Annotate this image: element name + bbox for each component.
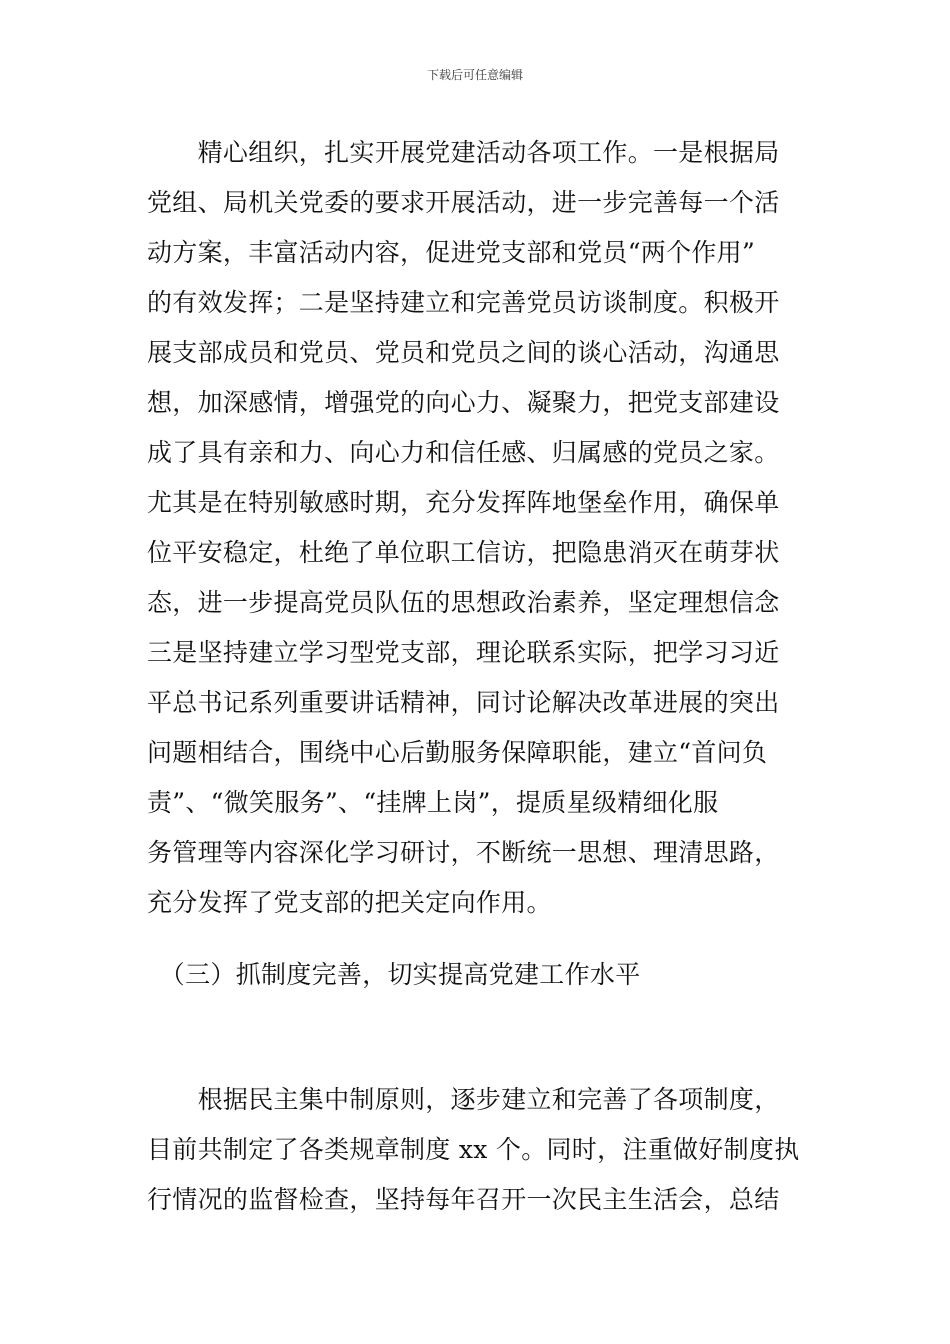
- paragraph-line: 位平安稳定，杜绝了单位职工信访，把隐患消灭在萌芽状: [147, 538, 780, 567]
- paragraph-line: 的有效发挥；二是坚持建立和完善党员访谈制度。积极开: [147, 288, 780, 317]
- paragraph-line: 行情况的监督检查，坚持每年召开一次民主生活会，总结: [147, 1185, 780, 1214]
- paragraph-line: 动方案，丰富活动内容，促进党支部和党员“两个作用”: [147, 238, 756, 267]
- paragraph-line: 成了具有亲和力、向心力和信任感、归属感的党员之家。: [147, 438, 780, 467]
- paragraph-line: 想，加深感情，增强党的向心力、凝聚力，把党支部建设: [147, 388, 780, 417]
- paragraph-line: 尤其是在特别敏感时期，充分发挥阵地堡垒作用，确保单: [147, 488, 780, 517]
- paragraph-line: 充分发挥了党支部的把关定向作用。: [147, 888, 552, 917]
- paragraph-line: 问题相结合，围绕中心后勤服务保障职能，建立“首问负: [147, 738, 768, 767]
- paragraph-line: 目前共制定了各类规章制度 xx 个。同时，注重做好制度执: [147, 1135, 800, 1164]
- paragraph-line: 三是坚持建立学习型党支部，理论联系实际，把学习习近: [147, 638, 780, 667]
- paragraph-line: 责”、“微笑服务”、“挂牌上岗”，提质星级精细化服: [147, 788, 719, 817]
- paragraph-line: 精心组织，扎实开展党建活动各项工作。一是根据局: [147, 138, 780, 167]
- paragraph-line: 态，进一步提高党员队伍的思想政治素养，坚定理想信念: [147, 588, 780, 617]
- section-heading: （三）抓制度完善，切实提高党建工作水平: [147, 960, 641, 989]
- page-header: 下载后可任意编辑: [426, 68, 523, 82]
- paragraph-line: 根据民主集中制原则，逐步建立和完善了各项制度，: [147, 1085, 780, 1114]
- paragraph-line: 平总书记系列重要讲话精神，同讨论解决改革进展的突出: [147, 688, 780, 717]
- paragraph-line: 党组、局机关党委的要求开展活动，进一步完善每一个活: [147, 188, 780, 217]
- paragraph-line: 务管理等内容深化学习研讨，不断统一思想、理清思路，: [147, 838, 780, 867]
- paragraph-line: 展支部成员和党员、党员和党员之间的谈心活动，沟通思: [147, 338, 780, 367]
